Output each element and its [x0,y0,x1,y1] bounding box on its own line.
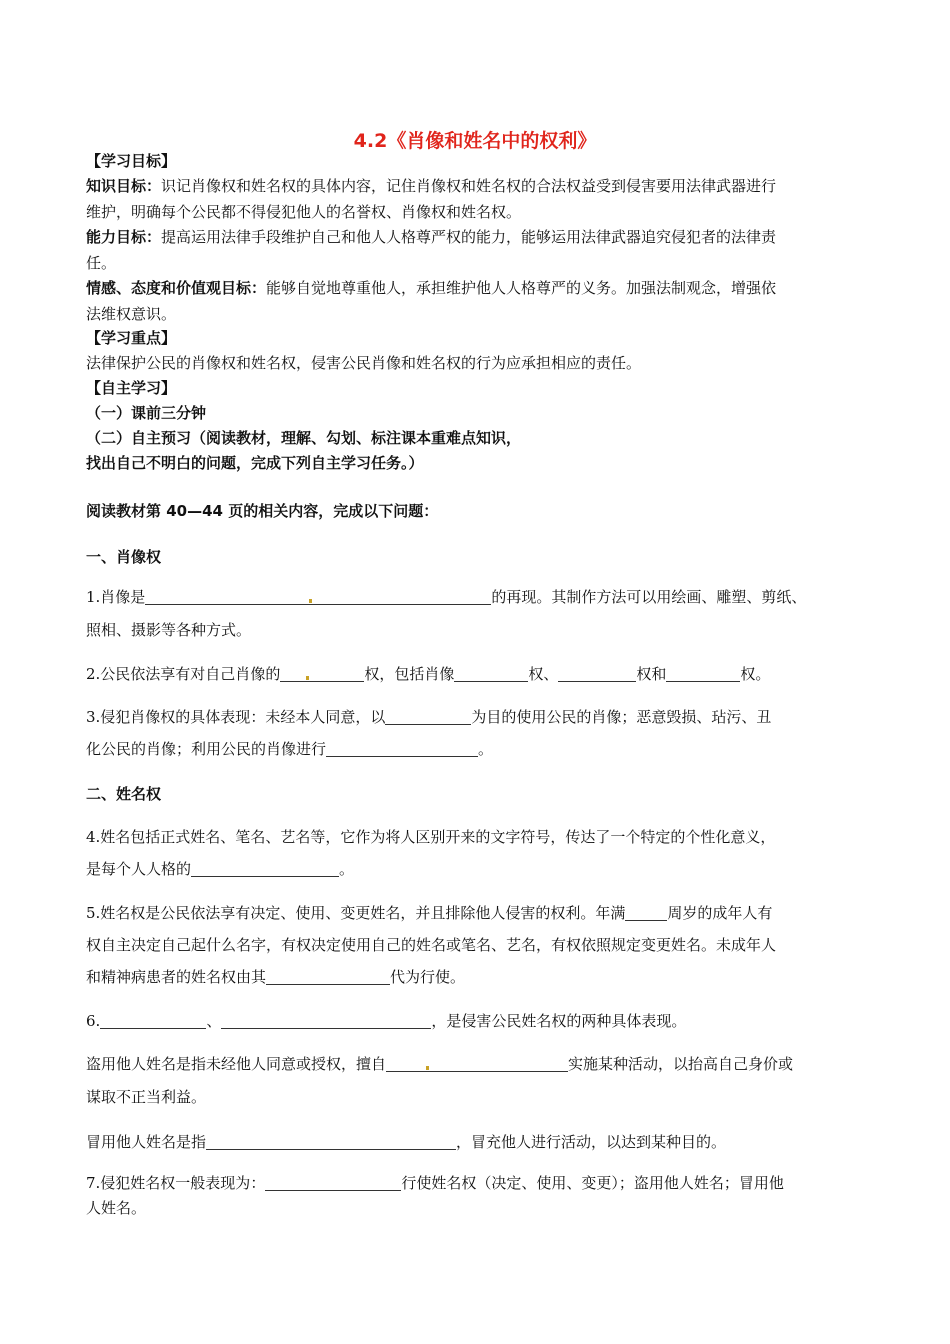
ability-goal-cont: 任。 [86,254,117,272]
ability-goal-label: 能力目标： [86,228,162,246]
q6-blank-1[interactable] [100,1013,206,1029]
q2-text-c: 权、 [528,665,559,683]
question-6 [86,1011,866,1031]
q3-text-c: 化公民的肖像；利用公民的肖像进行 [86,740,327,758]
q1-text-a: 1.肖像是 [86,588,146,606]
ability-goal [86,227,866,247]
self-study-item-2-cont: 找出自己不明白的问题，完成下列自主学习任务。） [86,454,424,472]
q3-blank-1[interactable] [385,709,471,725]
ink-dot [306,676,309,680]
q3-text-d: 。 [478,740,494,758]
focus-text: 法律保护公民的肖像权和姓名权，侵害公民肖像和姓名权的行为应承担相应的责任。 [86,354,642,372]
knowledge-goal-text: 识记肖像权和姓名权的具体内容，记住肖像权和姓名权的合法权益受到侵害要用法律武器进行 [161,177,777,195]
question-5-cont: 权自主决定自己起什么名字，有权决定使用自己的姓名或笔名、艺名，有权依照规定变更姓名。未成年人 [86,936,777,954]
q6-text-c: ，是侵害公民姓名权的两种具体表现。 [431,1012,687,1030]
question-1 [86,587,866,607]
knowledge-goal [86,176,866,196]
q5-blank-1[interactable] [625,905,667,921]
emotion-goal-cont: 法维权意识。 [86,305,177,323]
emotion-goal [86,278,866,298]
self-study-item-1: （一）课前三分钟 [86,404,207,422]
q7-blank[interactable] [265,1175,401,1191]
fake-text-b: ，冒充他人进行活动，以达到某种目的。 [456,1133,727,1151]
q3-blank-2[interactable] [326,741,478,757]
goals-heading: 【学习目标】 [86,152,177,170]
q2-text-e: 权。 [740,665,771,683]
q6-text-b: 、 [206,1012,222,1030]
q6-text-a: 6. [86,1012,101,1030]
q5-text-e: 代为行使。 [390,968,466,986]
q5-text-a: 5.姓名权是公民依法享有决定、使用、变更姓名，并且排除他人侵害的权利。年满 [86,904,626,922]
reading-task: 阅读教材第 40—44 页的相关内容，完成以下问题： [86,502,439,520]
q2-blank-3[interactable] [558,666,636,682]
steal-name-definition-cont: 谋取不正当利益。 [86,1088,207,1106]
question-2 [86,664,866,684]
section-portrait-heading: 一、肖像权 [86,548,162,566]
question-4: 4.姓名包括正式姓名、笔名、艺名等，它作为将人区别开来的文字符号，传达了一个特定的个性化意义， [86,828,776,846]
steal-name-definition [86,1054,866,1074]
question-3 [86,707,866,727]
q1-blank[interactable] [145,589,491,605]
q4-blank[interactable] [191,861,339,877]
q2-blank-2[interactable] [454,666,528,682]
steal-blank[interactable] [386,1056,568,1072]
question-3-cont [86,739,866,759]
q1-text-b: 的再现。其制作方法可以用绘画、雕塑、剪纸、 [491,588,807,606]
q5-text-b: 周岁的成年人有 [667,904,773,922]
q2-text-d: 权和 [636,665,667,683]
knowledge-goal-cont: 维护，明确每个公民都不得侵犯他人的名誉权、肖像权和姓名权。 [86,203,522,221]
ability-goal-text: 提高运用法律手段维护自己和他人人格尊严权的能力，能够运用法律武器追究侵犯者的法律责 [161,228,777,246]
q4-text-b: 是每个人人格的 [86,860,192,878]
q5-blank-2[interactable] [266,969,390,985]
emotion-goal-label: 情感、态度和价值观目标： [86,279,267,297]
q5-text-d: 和精神病患者的姓名权由其 [86,968,267,986]
q6-blank-2[interactable] [221,1013,431,1029]
fake-text-a: 冒用他人姓名是指 [86,1133,207,1151]
steal-text-a: 盗用他人姓名是指未经他人同意或授权，擅自 [86,1055,387,1073]
q2-text-b: 权，包括肖像 [364,665,455,683]
q2-blank-1[interactable] [280,666,364,682]
question-7-cont: 人姓名。 [86,1199,147,1217]
question-5 [86,903,866,923]
section-name-heading: 二、姓名权 [86,785,162,803]
q7-text-a: 7.侵犯姓名权一般表现为： [86,1174,266,1192]
q3-text-b: 为目的使用公民的肖像；恶意毁损、玷污、丑 [471,708,772,726]
knowledge-goal-label: 知识目标： [86,177,162,195]
fake-name-definition [86,1132,866,1152]
question-5-cont-2 [86,967,866,987]
self-study-heading: 【自主学习】 [86,379,177,397]
focus-heading: 【学习重点】 [86,329,177,347]
q7-text-b: 行使姓名权（决定、使用、变更）；盗用他人姓名；冒用他 [401,1174,784,1192]
steal-text-b: 实施某种活动，以抬高自己身价或 [568,1055,794,1073]
q3-text-a: 3.侵犯肖像权的具体表现：未经本人同意，以 [86,708,386,726]
q4-text-c: 。 [339,860,355,878]
question-4-cont [86,859,866,879]
q2-blank-4[interactable] [666,666,740,682]
emotion-goal-text: 能够自觉地尊重他人，承担维护他人人格尊严的义务。加强法制观念，增强依 [266,279,777,297]
fake-blank[interactable] [206,1134,456,1150]
ink-dot [426,1066,429,1070]
self-study-item-2: （二）自主预习（阅读教材，理解、勾划、标注课本重难点知识， [86,429,522,447]
ink-dot [309,599,312,603]
page-title: 4.2《肖像和姓名中的权利》 [353,130,597,152]
q2-text-a: 2.公民依法享有对自己肖像的 [86,665,281,683]
question-1-cont: 照相、摄影等各种方式。 [86,621,252,639]
question-7 [86,1173,866,1193]
